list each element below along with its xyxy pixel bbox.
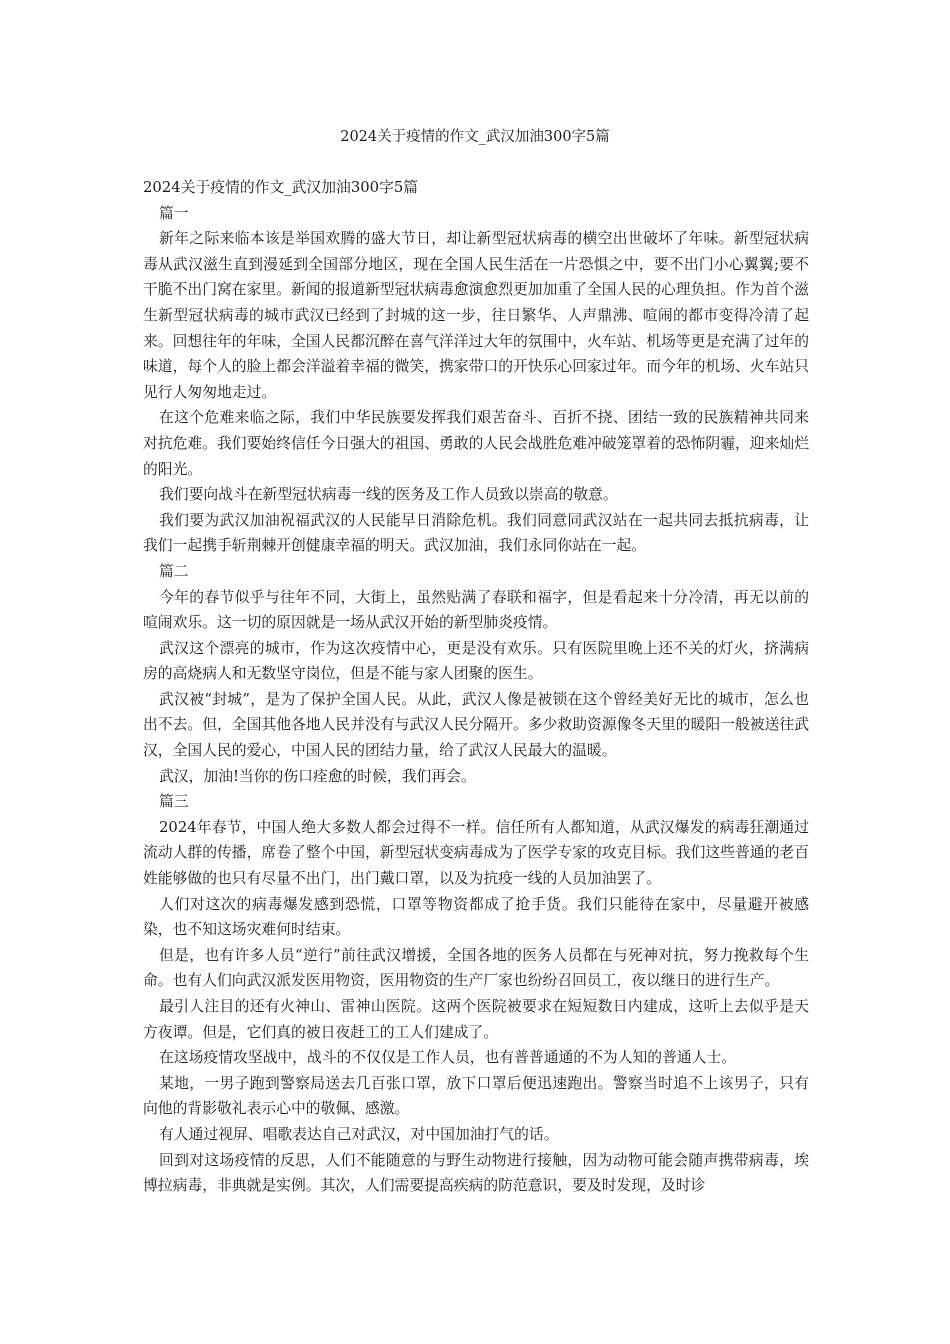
paragraph: 有人通过视屏、唱歌表达自己对武汉，对中国加油打气的话。	[159, 1125, 559, 1143]
document-subtitle: 2024关于疫情的作文_武汉加油300字5篇	[143, 179, 419, 196]
paragraph: 武汉这个漂亮的城市，作为这次疫情中心，更是没有欢乐。只有医院里晚上还不关的灯火，挤满病房的高烧病人和无数坚守岗位，但是不能与家人团聚的医生。	[143, 639, 809, 683]
paragraph: 我们要向战斗在新型冠状病毒一线的医务及工作人员致以崇高的敬意。	[159, 486, 618, 504]
paragraph: 最引人注目的还有火神山、雷神山医院。这两个医院被要求在短短数日内建成，这听上去似乎是天方夜谭。但是，它们真的被日夜赶工的工人们建成了。	[143, 998, 809, 1041]
paragraph: 我们要为武汉加油祝福武汉的人民能早日消除危机。我们同意同武汉站在一起共同去抵抗病毒，让我们一起携手斩荆棘开创健康幸福的明天。武汉加油，我们永同你站在一起。	[143, 511, 809, 555]
paragraph: 回到对这场疫情的反思，人们不能随意的与野生动物进行接触，因为动物可能会随声携带病毒，埃博拉病毒，非典就是实例。其次，人们需要提高疾病的防范意识，要及时发现，及时诊	[143, 1151, 809, 1195]
section-label: 篇二	[159, 562, 189, 580]
section-label: 篇三	[159, 793, 189, 811]
paragraph: 今年的春节似乎与往年不同，大街上，虽然贴满了春联和福字，但是看起来十分冷清，再无以前的喧闹欢乐。这一切的原因就是一场从武汉开始的新型肺炎疫情。	[143, 588, 809, 632]
paragraph: 某地，一男子跑到警察局送去几百张口罩，放下口罩后便迅速跑出。警察当时追不上该男子，只有向他的背影敬礼表示心中的敬佩、感激。	[143, 1074, 809, 1118]
paragraph: 在这场疫情攻坚战中，战斗的不仅仅是工作人员，也有普普通通的不为人知的普通人士。	[159, 1049, 737, 1067]
paragraph: 人们对这次的病毒爆发感到恐慌，口罩等物资都成了抢手货。我们只能待在家中，尽量避开被感染，也不知这场灾难何时结束。	[143, 895, 809, 939]
paragraph: 但是，也有许多人员“逆行”前往武汉增援，全国各地的医务人员都在与死神对抗，努力挽救每个生命。也有人们向武汉派发医用物资，医用物资的生产厂家也纷纷召回员工，夜以继日的进行生产。	[143, 946, 809, 990]
section-2	[143, 559, 809, 789]
paragraph: 武汉被“封城”，是为了保护全国人民。从此，武汉人像是被锁在这个曾经美好无比的城市，怎么也出不去。但，全国其他各地人民并没有与武汉人民分隔开。多少救助资源像冬天里的暖阳一般被送往武汉，全国人民的爱心，中国人民的团结力量，给了武汉人民最大的温暖。	[143, 690, 809, 760]
paragraph: 新年之际来临本该是举国欢腾的盛大节日，却让新型冠状病毒的横空出世破坏了年味。新型冠状病毒从武汉滋生直到漫延到全国部分地区，现在全国人民生活在一片恐惧之中，要不出门小心翼翼;要不干脆不出门窝在家里。新闻的报道新型冠状病毒愈演愈烈更加加重了全国人民的心理负担。作为首个滋生新型冠状病毒的城市武汉已经到了封城的这一步，往日繁华、人声鼎沸、喧闹的都市变得冷清了起来。回想往年的年味，全国人民都沉醉在喜气洋洋过大年的氛围中，火车站、机场等更是充满了过年的味道，每个人的脸上都会洋溢着幸福的微笑，携家带口的开快乐心回家过年。而今年的机场、火车站只见行人匆匆地走过。	[143, 230, 809, 401]
paragraph: 2024年春节，中国人绝大多数人都会过得不一样。信任所有人都知道，从武汉爆发的病毒狂潮通过流动人群的传播，席卷了整个中国，新型冠状变病毒成为了医学专家的攻克目标。我们这些普通的老百姓能够做的也只有尽量不出门，出门戴口罩，以及为抗疫一线的人员加油罢了。	[143, 818, 809, 888]
paragraph: 武汉，加油!当你的伤口痊愈的时候，我们再会。	[159, 767, 476, 785]
paragraph: 在这个危难来临之际，我们中华民族要发挥我们艰苦奋斗、百折不挠、团结一致的民族精神共同来对抗危难。我们要始终信任今日强大的祖国、勇敢的人民会战胜危难冲破笼罩着的恐怖阴霾，迎来灿烂的阳光。	[143, 409, 809, 478]
section-label: 篇一	[159, 204, 189, 222]
section-3	[143, 789, 809, 1199]
document-body	[143, 175, 809, 1199]
section-1	[143, 201, 809, 559]
document-title: 2024关于疫情的作文_武汉加油300字5篇	[340, 129, 610, 145]
